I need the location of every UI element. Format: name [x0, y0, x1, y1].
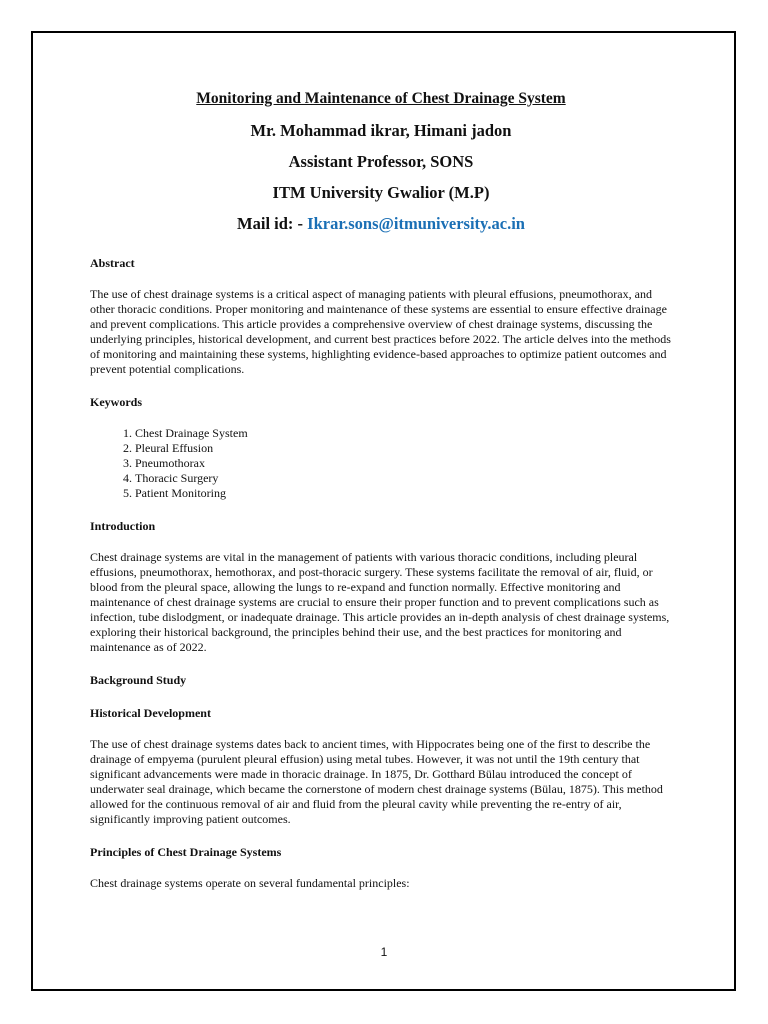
abstract-heading: Abstract	[90, 256, 135, 270]
keywords-list	[90, 426, 672, 501]
list-item: 2. Pleural Effusion	[135, 441, 672, 456]
abstract-text: The use of chest drainage systems is a critical aspect of managing patients with pleural effusions, pneumothorax, and other thoracic conditions. Proper monitoring and maintenance of these systems are essential to ensure effective drainage and prevent complications. This article provides a comprehensive overview of chest drainage systems, discussing the underlying principles, historical development, and current best practices before 2022. The article delves into the methods of monitoring and maintaining these systems, highlighting evidence-based approaches to optimize patient outcomes and prevent potential complications.	[90, 287, 671, 376]
mail-label: Mail id: -	[237, 214, 308, 233]
principles-text: Chest drainage systems operate on several fundamental principles:	[90, 876, 410, 890]
page-number: 1	[380, 945, 388, 959]
list-item: 5. Patient Monitoring	[135, 486, 672, 501]
historical-heading: Historical Development	[90, 706, 211, 720]
email-link[interactable]: Ikrar.sons@itmuniversity.ac.in	[307, 214, 525, 233]
authors: Mr. Mohammad ikrar, Himani jadon	[250, 121, 512, 140]
background-heading: Background Study	[90, 673, 187, 687]
principles-heading: Principles of Chest Drainage Systems	[90, 845, 282, 859]
list-item: 3. Pneumothorax	[135, 456, 672, 471]
historical-text: The use of chest drainage systems dates back to ancient times, with Hippocrates being one of the first to describe the drainage of empyema (purulent pleural effusion) using metal tubes. However, it was not until the 19th century that significant advancements were made in thoracic drainage. In 1875, Dr. Gotthard Bülau introduced the concept of underwater seal drainage, which became the cornerstone of modern chest drainage systems (Bülau, 1875). This method allowed for the continuous removal of air and fluid from the pleural cavity while preventing the re-entry of air, significantly improving patient outcomes.	[90, 737, 663, 826]
list-item: 4. Thoracic Surgery	[135, 471, 672, 486]
keywords-heading: Keywords	[90, 395, 142, 409]
introduction-text: Chest drainage systems are vital in the management of patients with various thoracic conditions, including pleural effusions, pneumothorax, hemothorax, and post-thoracic surgery. These systems facilitate the removal of air, fluid, or blood from the pleural space, allowing the lungs to re-expand and function normally. Effective monitoring and maintenance of chest drainage systems are crucial to ensure their proper function and to prevent complications such as infection, tube dislodgment, or inadequate drainage. This article provides an in-depth analysis of chest drainage systems, exploring their historical background, the principles behind their use, and the best practices for monitoring and maintenance as of 2022.	[90, 550, 670, 654]
document-body	[90, 90, 672, 891]
list-item: 1. Chest Drainage System	[135, 426, 672, 441]
affiliation: ITM University Gwalior (M.P)	[272, 183, 490, 202]
introduction-heading: Introduction	[90, 519, 156, 533]
mail-line	[90, 213, 672, 234]
document-title: Monitoring and Maintenance of Chest Drainage System	[196, 90, 566, 107]
author-position: Assistant Professor, SONS	[288, 152, 474, 171]
